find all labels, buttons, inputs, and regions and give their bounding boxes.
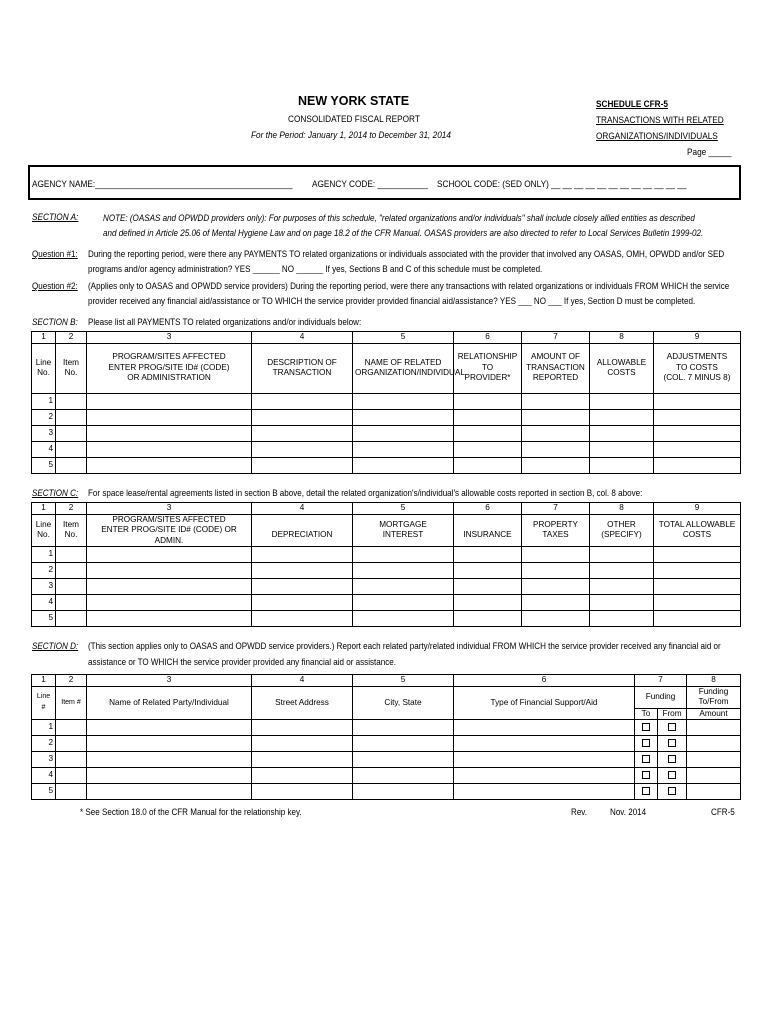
section-a-note-1: NOTE: (OASAS and OPWDD providers only): For purposes of this schedule, "related organizations and/or individuals" shall include closely allied entities as described [103,212,695,223]
question-1-label: Question #1: [32,248,78,259]
checkbox-from[interactable] [658,736,687,752]
checkbox-icon[interactable] [668,787,676,795]
cell-input[interactable] [353,784,454,800]
checkbox-to[interactable] [635,768,658,784]
row-number: 2 [32,736,56,752]
header-street-address: Street Address [252,686,353,720]
col-num: 1 [32,675,56,687]
cell-input[interactable] [687,720,741,736]
checkbox-icon[interactable] [642,723,650,731]
checkbox-from[interactable] [658,720,687,736]
header-relationship: RELATIONSHIP TO PROVIDER* [454,343,522,393]
cell-input[interactable] [454,425,522,441]
header-from: From [658,708,687,720]
col-num: 1 [32,332,56,344]
header-city-state: City, State [353,686,454,720]
checkbox-to[interactable] [635,720,658,736]
checkbox-icon[interactable] [668,755,676,763]
row-number: 4 [32,595,56,611]
cell-input[interactable] [87,457,252,473]
section-d-table [31,674,741,800]
row-number: 2 [32,563,56,579]
cell-input[interactable] [56,563,87,579]
footer-note: * See Section 18.0 of the CFR Manual for the relationship key. [80,806,302,817]
checkbox-icon[interactable] [668,771,676,779]
cell-input[interactable] [353,441,454,457]
cell-input[interactable] [87,720,252,736]
cell-input[interactable] [454,720,635,736]
cell-input[interactable] [590,547,654,563]
header-total-allowable: TOTAL ALLOWABLE COSTS [654,514,741,547]
col-num: 7 [635,675,687,687]
header-to: To [635,708,658,720]
checkbox-icon[interactable] [642,755,650,763]
cell-input[interactable] [56,611,87,627]
table-row [32,409,741,425]
cell-input[interactable] [590,393,654,409]
schedule-title-1: TRANSACTIONS WITH RELATED [596,115,724,126]
cell-input[interactable] [454,409,522,425]
agency-name-field[interactable]: AGENCY NAME:___________________________________________ [32,179,293,190]
col-num: 5 [353,503,454,515]
cell-input[interactable] [252,409,353,425]
cell-input[interactable] [353,563,454,579]
cell-input[interactable] [687,768,741,784]
cell-input[interactable] [454,611,522,627]
header-funding: Funding [635,686,687,708]
report-title: CONSOLIDATED FISCAL REPORT [288,114,420,125]
cell-input[interactable] [454,752,635,768]
header-funding-to-from: Funding To/From [687,686,741,708]
cell-input[interactable] [654,579,741,595]
checkbox-to[interactable] [635,736,658,752]
cell-input[interactable] [87,736,252,752]
col-num: 8 [687,675,741,687]
col-num: 6 [454,332,522,344]
cell-input[interactable] [687,784,741,800]
cell-input[interactable] [454,784,635,800]
table-row [32,611,741,627]
cell-input[interactable] [590,563,654,579]
cell-input[interactable] [252,768,353,784]
cell-input[interactable] [353,611,454,627]
cell-input[interactable] [687,736,741,752]
row-number: 2 [32,409,56,425]
section-b-instruction: Please list all PAYMENTS TO related organizations and/or individuals below: [88,316,362,327]
table-row [32,563,741,579]
header-financial-support: Type of Financial Support/Aid [454,686,635,720]
page-number: Page _____ [687,147,732,158]
header-depreciation: DEPRECIATION [252,514,353,547]
section-a-note-2: and defined in Article 25.06 of Mental Hygiene Law and on page 18.2 of the CFR Manual. OASAS providers are also directed to refer to Local Services Bulletin 1999-02. [103,227,704,238]
section-d-col-numbers [32,675,741,687]
header-program-sites: PROGRAM/SITES AFFECTED ENTER PROG/SITE ID# (CODE) OR ADMINISTRATION [87,343,252,393]
cell-input[interactable] [252,720,353,736]
cell-input[interactable] [252,563,353,579]
section-c-instruction: For space lease/rental agreements listed in section B above, detail the related organization's/individual's allowable costs reported in section B, col. 8 above: [88,487,643,498]
cell-input[interactable] [56,393,87,409]
cell-input[interactable] [654,441,741,457]
section-b-header-row [32,343,741,393]
cell-input[interactable] [56,784,87,800]
col-num: 3 [87,332,252,344]
cell-input[interactable] [454,393,522,409]
cell-input[interactable] [590,595,654,611]
cell-input[interactable] [87,409,252,425]
col-num: 4 [252,503,353,515]
col-num: 7 [522,503,590,515]
table-row [32,457,741,473]
col-num: 8 [590,503,654,515]
state-title: NEW YORK STATE [298,94,410,108]
cell-input[interactable] [353,595,454,611]
cell-input[interactable] [56,457,87,473]
cell-input[interactable] [87,752,252,768]
header-property-taxes: PROPERTY TAXES [522,514,590,547]
checkbox-to[interactable] [635,784,658,800]
cell-input[interactable] [56,409,87,425]
cell-input[interactable] [654,611,741,627]
schedule-code: SCHEDULE CFR-5 [596,99,668,110]
cell-input[interactable] [454,563,522,579]
table-row [32,736,741,752]
col-num: 1 [32,503,56,515]
cell-input[interactable] [252,752,353,768]
cell-input[interactable] [252,547,353,563]
cell-input[interactable] [252,425,353,441]
table-row [32,393,741,409]
checkbox-icon[interactable] [668,723,676,731]
col-num: 5 [353,675,454,687]
checkbox-from[interactable] [658,768,687,784]
table-row [32,441,741,457]
section-d-instruction-1: (This section applies only to OASAS and OPWDD service providers.) Report each related party/related individual FROM WHICH the service provider received any financial aid or [88,640,721,651]
cell-input[interactable] [56,720,87,736]
cell-input[interactable] [252,441,353,457]
cell-input[interactable] [522,611,590,627]
cell-input[interactable] [654,595,741,611]
cell-input[interactable] [454,595,522,611]
cell-input[interactable] [454,736,635,752]
footer-date: Nov. 2014 [610,806,647,817]
row-number: 1 [32,393,56,409]
cell-input[interactable] [87,547,252,563]
header-item: Item # [56,686,87,720]
header-line-no: Line No. [32,514,56,547]
question-1-line-1: During the reporting period, were there any PAYMENTS TO related organizations or individuals associated with the provider that involved any OASAS, OMH, OPWDD and/or SED [88,248,725,259]
checkbox-icon[interactable] [642,739,650,747]
section-c-header-row [32,514,741,547]
cell-input[interactable] [353,547,454,563]
section-b-label: SECTION B: [32,316,78,327]
cell-input[interactable] [87,595,252,611]
section-d-label: SECTION D: [32,640,79,651]
row-number: 3 [32,425,56,441]
cell-input[interactable] [87,425,252,441]
col-num: 5 [353,332,454,344]
cell-input[interactable] [353,736,454,752]
cell-input[interactable] [590,441,654,457]
header-description: DESCRIPTION OF TRANSACTION [252,343,353,393]
col-num: 2 [56,503,87,515]
cell-input[interactable] [353,409,454,425]
header-item-no: Item No. [56,343,87,393]
section-d-instruction-2: assistance or TO WHICH the service provider provided any financial aid or assistance. [88,656,397,667]
header-amount: AMOUNT OF TRANSACTION REPORTED [522,343,590,393]
cell-input[interactable] [522,441,590,457]
table-row [32,720,741,736]
cell-input[interactable] [252,611,353,627]
header-line-no: Line No. [32,343,56,393]
cell-input[interactable] [454,441,522,457]
cell-input[interactable] [654,409,741,425]
cell-input[interactable] [454,579,522,595]
row-number: 1 [32,547,56,563]
school-code-field[interactable]: SCHOOL CODE: (SED ONLY) __ __ __ __ __ __ __ __ __ __ __ __ [437,179,687,190]
cell-input[interactable] [590,457,654,473]
col-num: 6 [454,675,635,687]
question-2-line-2: provider received any financial aid/assistance or TO WHICH the service provider provided financial aid/assistance? YES ___ NO ___ If yes, Section D must be completed. [88,295,696,306]
cell-input[interactable] [56,752,87,768]
row-number: 5 [32,457,56,473]
cell-input[interactable] [87,441,252,457]
col-num: 2 [56,332,87,344]
footer-form: CFR-5 [711,806,735,817]
table-row [32,784,741,800]
row-number: 4 [32,768,56,784]
cell-input[interactable] [353,579,454,595]
col-num: 9 [654,332,741,344]
cell-input[interactable] [654,547,741,563]
cell-input[interactable] [87,393,252,409]
checkbox-from[interactable] [658,752,687,768]
footer-rev: Rev. [571,806,587,817]
cell-input[interactable] [56,736,87,752]
cell-input[interactable] [590,579,654,595]
cell-input[interactable] [252,736,353,752]
cell-input[interactable] [522,547,590,563]
cell-input[interactable] [687,752,741,768]
col-num: 4 [252,675,353,687]
cell-input[interactable] [522,579,590,595]
header-line: Line # [32,686,56,720]
table-row [32,425,741,441]
cell-input[interactable] [252,579,353,595]
cell-input[interactable] [353,425,454,441]
row-number: 4 [32,441,56,457]
checkbox-icon[interactable] [642,787,650,795]
cell-input[interactable] [252,457,353,473]
cell-input[interactable] [522,563,590,579]
cell-input[interactable] [87,784,252,800]
cell-input[interactable] [654,393,741,409]
cell-input[interactable] [56,579,87,595]
table-row [32,579,741,595]
section-d-funding-row [32,686,741,708]
header-other: OTHER (SPECIFY) [590,514,654,547]
cell-input[interactable] [522,595,590,611]
cell-input[interactable] [353,457,454,473]
col-num: 9 [654,503,741,515]
cell-input[interactable] [590,611,654,627]
cell-input[interactable] [252,393,353,409]
cell-input[interactable] [87,563,252,579]
col-num: 2 [56,675,87,687]
checkbox-icon[interactable] [668,739,676,747]
section-c-label: SECTION C: [32,487,79,498]
cell-input[interactable] [353,720,454,736]
col-num: 7 [522,332,590,344]
cell-input[interactable] [590,409,654,425]
col-num: 4 [252,332,353,344]
checkbox-icon[interactable] [642,771,650,779]
table-row [32,752,741,768]
header-related-party: Name of Related Party/Individual [87,686,252,720]
row-number: 3 [32,752,56,768]
section-a-label: SECTION A: [32,212,79,223]
cell-input[interactable] [454,457,522,473]
cell-input[interactable] [56,768,87,784]
cell-input[interactable] [252,595,353,611]
cell-input[interactable] [353,393,454,409]
cell-input[interactable] [654,425,741,441]
table-row [32,595,741,611]
cell-input[interactable] [56,441,87,457]
row-number: 5 [32,784,56,800]
header-item-no: Item No. [56,514,87,547]
checkbox-to[interactable] [635,752,658,768]
header-program-sites: PROGRAM/SITES AFFECTED ENTER PROG/SITE ID# (CODE) OR ADMIN. [87,514,252,547]
checkbox-from[interactable] [658,784,687,800]
section-b-table [31,331,741,474]
cell-input[interactable] [522,409,590,425]
header-related-name: NAME OF RELATED ORGANIZATION/INDIVIDUAL [353,343,454,393]
question-2-line-1: (Applies only to OASAS and OPWDD service providers) During the reporting period, were there any transactions with related organizations or individuals FROM WHICH the service [88,280,730,291]
row-number: 3 [32,579,56,595]
section-c-col-numbers [32,503,741,515]
header-mortgage-interest: MORTGAGE INTEREST [353,514,454,547]
cell-input[interactable] [56,595,87,611]
cell-input[interactable] [522,457,590,473]
cell-input[interactable] [590,425,654,441]
cell-input[interactable] [454,547,522,563]
header-allowable: ALLOWABLE COSTS [590,343,654,393]
agency-code-field[interactable]: AGENCY CODE: ___________ [312,179,428,190]
cell-input[interactable] [353,752,454,768]
col-num: 3 [87,503,252,515]
question-1-line-2: programs and/or agency administration? YES ______ NO ______ If yes, Sections B and C of this schedule must be completed. [88,263,543,274]
question-2-label: Question #2: [32,280,78,291]
row-number: 1 [32,720,56,736]
table-row [32,547,741,563]
header-adjustments: ADJUSTMENTS TO COSTS (COL. 7 MINUS 8) [654,343,741,393]
cell-input[interactable] [56,425,87,441]
cell-input[interactable] [87,768,252,784]
cell-input[interactable] [56,547,87,563]
cell-input[interactable] [87,611,252,627]
col-num: 3 [87,675,252,687]
header-amount: Amount [687,708,741,720]
cell-input[interactable] [454,768,635,784]
report-period: For the Period: January 1, 2014 to December 31, 2014 [251,130,451,141]
header-insurance: INSURANCE [454,514,522,547]
cell-input[interactable] [252,784,353,800]
col-num: 8 [590,332,654,344]
schedule-title-2: ORGANIZATIONS/INDIVIDUALS [596,131,718,142]
cell-input[interactable] [654,457,741,473]
cell-input[interactable] [353,768,454,784]
cell-input[interactable] [87,579,252,595]
cell-input[interactable] [654,563,741,579]
row-number: 5 [32,611,56,627]
cell-input[interactable] [522,393,590,409]
section-b-col-numbers [32,332,741,344]
section-c-table [31,502,741,627]
col-num: 6 [454,503,522,515]
cell-input[interactable] [522,425,590,441]
table-row [32,768,741,784]
